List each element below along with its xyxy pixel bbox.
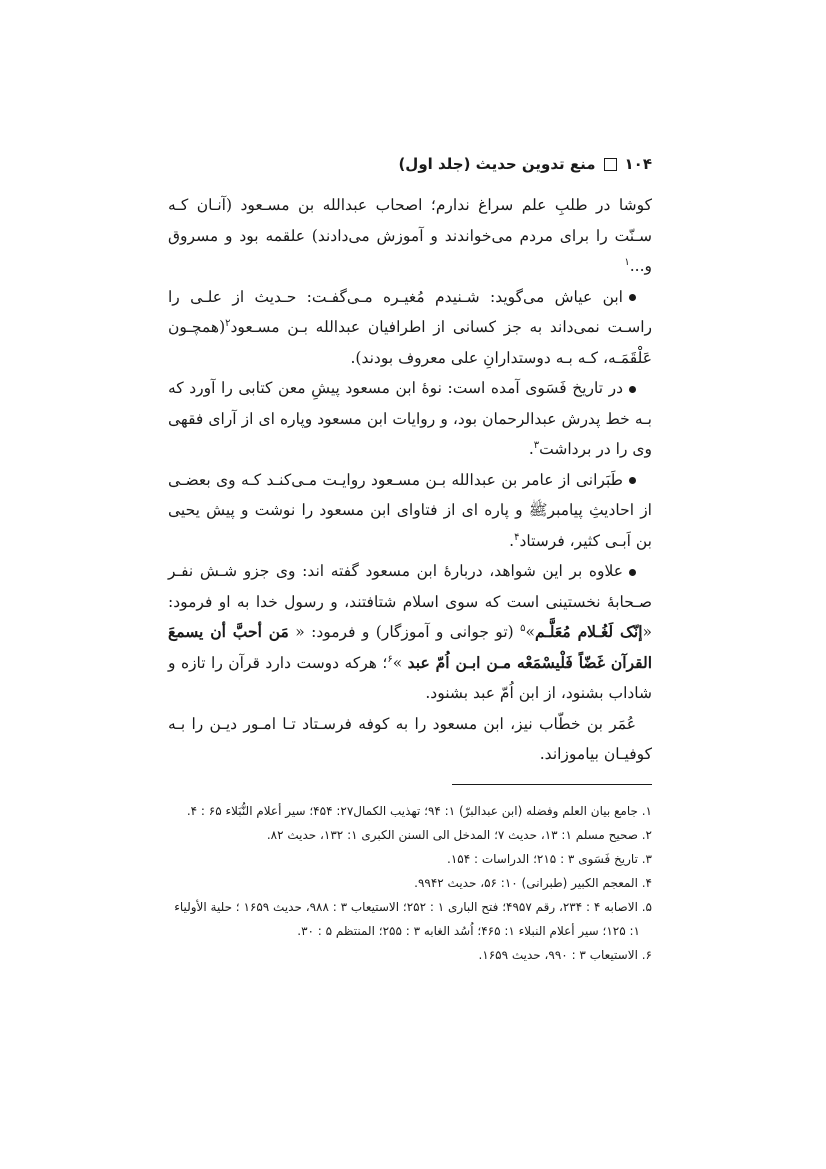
footnote-ref: ۶ <box>387 653 393 665</box>
footnote-4: ۴. المعجم الکبیر (طبرانی) ۱۰: ۵۶، حدیث ۹۹۴۲. <box>414 875 652 890</box>
running-title: منع تدوین حدیث (جلد اول) <box>398 155 596 173</box>
hadith-quote: إنّک لَغُـلام مُعَلَّـم <box>534 622 643 641</box>
paragraph-1: کوشا در طلبِ علم سراغ ندارم؛ اصحاب عبدالله بن مسـعود (آنـان کـه سـنّت را برای مردم می‌خواندند و آموزش می‌دادند) علقمه بود و مسروق و...$^۱$ <box>168 196 652 275</box>
bullet-icon <box>629 477 636 484</box>
body-text <box>168 190 652 770</box>
footnote-ref: ۴ <box>514 531 520 543</box>
square-icon <box>604 158 617 171</box>
hadith-quote: مَن أحبَّ أن یسمعَ القرآن غَضّاً فَلْیسْمَعْه مـن ابـن اُمّ عبد <box>168 622 652 672</box>
footnote-3: ۳. تاریخ فَسَوی ۳ : ۲۱۵؛ الدراسات : ۱۵۴. <box>447 851 652 866</box>
paragraph-3: در تاریخ فَسَوی آمده است: نوهٔ ابن مسعود پیشِ معن کتابی را آورد که بـه خط پدرش عبدالرحمان بود، و روایات ابن مسعود وپاره ای از آرای فقهی وی را در برداشت$^۳$. <box>168 379 652 458</box>
footnote-2: ۲. صحیح مسلم ۱: ۱۳، حدیث ۷؛ المدخل الی السنن الکبری ۱: ۱۳۲، حدیث ۸۲. <box>266 827 652 842</box>
footnote-ref: ۱ <box>624 256 630 268</box>
page-number: ۱۰۴ <box>624 155 652 173</box>
bullet-icon <box>629 386 636 393</box>
bullet-icon <box>629 294 636 301</box>
footnote-ref: ۲ <box>225 317 231 329</box>
page-header <box>168 150 652 178</box>
footnote-6: ۶. الاستیعاب ۳ : ۹۹۰، حدیث ۱۶۵۹. <box>478 947 652 962</box>
paragraph-5: علاوه بر این شواهد، دربارهٔ ابن مسعود گفته اند: وی جزو شـش نفـر صـحابهٔ نخستینی است که سوی اسلام شتافتند، و رسول خدا به او فرمود: «إنّک لَغُـلام مُعَلَّـم»$^۵$ (تو جوانی و آموزگار) و فرمود: « مَن أحبَّ أن یسمعَ القرآن غَضّاً فَلْیسْمَعْه مـن ابـن اُمّ عبد »$^۶$؛ هرکه دوست دارد قرآن را تازه و شاداب بشنود، از ابن اُمّ عبد بشنود. <box>168 562 652 702</box>
footnote-divider <box>452 784 652 785</box>
footnotes <box>168 799 652 967</box>
footnote-ref: ۵ <box>520 622 526 634</box>
footnote-1: ۱. جامع بیان العلم وفضله (ابن عبدالبرّ) ۱: ۹۴؛ تهذیب الکمال۲۷: ۴۵۴؛ سیر أعلام النُّبَلاء ۶۵ : ۴. <box>186 803 652 818</box>
paragraph-4: طَبَرانی از عامر بن عبدالله بـن مسـعود روایـت مـی‌کنـد کـه وی بعضـی از احادیثِ پیامبرﷺ و پاره ای از فتاوای ابن مسعود را نوشت و پیش یحیی بن اَبـی کثیر، فرستاد$^۴$. <box>168 470 652 550</box>
paragraph-2: ابن عیاش می‌گوید: شـنیدم مُغیـره مـی‌گفـت: حـدیث از علـی را راسـت نمی‌داند به جز کسانی از اطرافیان عبدالله بـن مسـعود$^۲$(همچـون عَلْقَمَـه، کـه بـه دوستدارانِ علی معروف بودند). <box>168 287 652 367</box>
bullet-icon <box>629 569 636 576</box>
paragraph-6: عُمَر بن خطّاب نیز، ابن مسعود را به کوفه فرسـتاد تـا امـور دیـن را بـه کوفیـان بیاموزاند. <box>168 714 652 763</box>
footnote-ref: ۳ <box>533 439 540 451</box>
footnote-5: ۵. الاصابه ۴ : ۲۳۴، رقم ۴۹۵۷؛ فتح الباری ۱ : ۲۵۲؛ الاستیعاب ۳ : ۹۸۸، حدیث ۱۶۵۹ ؛ حلیة الأولیاء <box>174 899 652 914</box>
footnote-5-continued: ۱: ۱۲۵؛ سیر أعلام النبلاء ۱: ۴۶۵؛ اُسُد الغابه ۳ : ۲۵۵؛ المنتظم ۵ : ۳۰. <box>297 923 640 938</box>
book-page <box>168 150 652 967</box>
